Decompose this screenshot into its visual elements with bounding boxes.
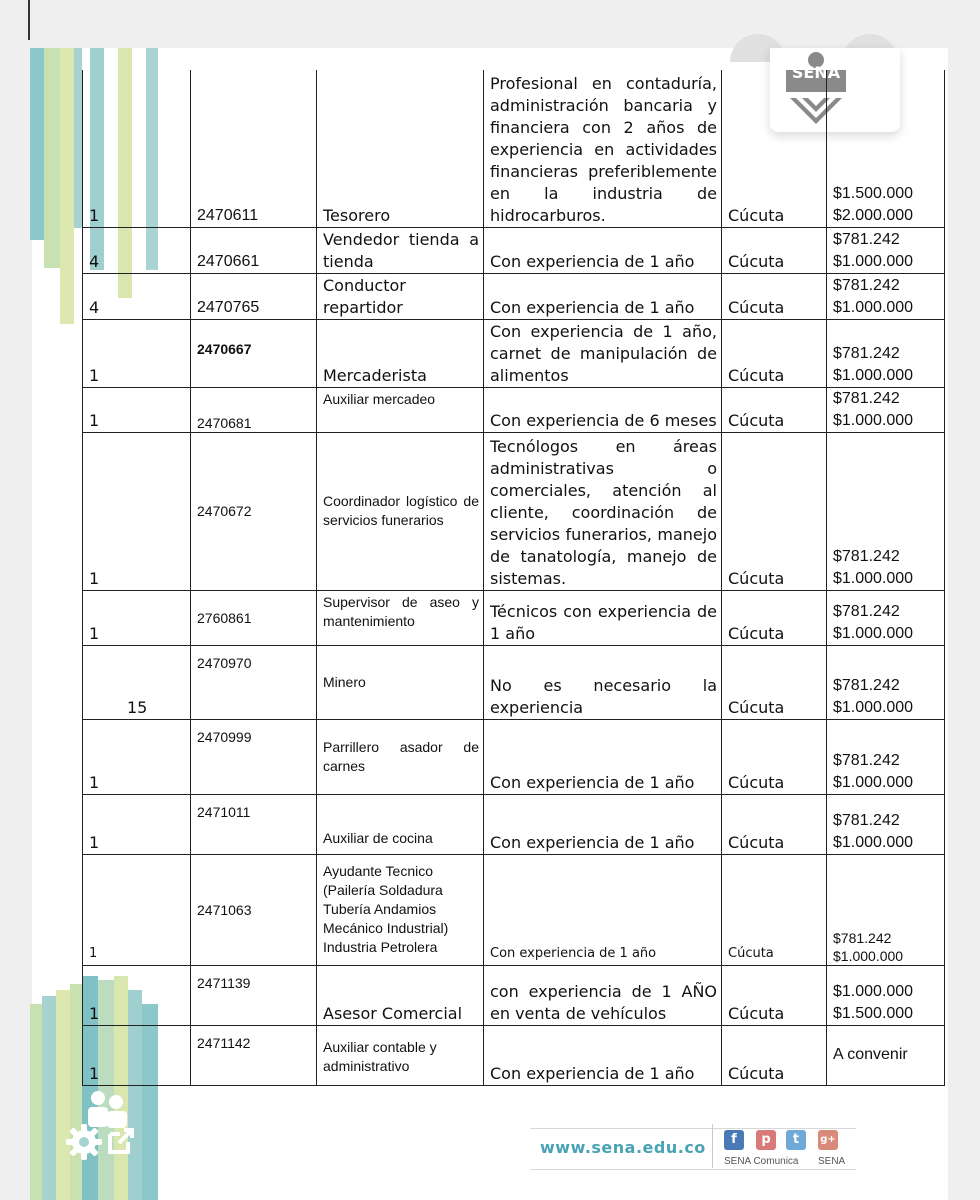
salary-range	[827, 965, 945, 1025]
salary-range	[827, 432, 945, 590]
table-row	[83, 387, 945, 432]
offer-code: 2470999	[191, 719, 317, 794]
salary-min: $781.242	[833, 602, 900, 620]
footer-caption-right: SENA	[818, 1156, 846, 1167]
vacancy-count: 1	[83, 965, 191, 1025]
footer-url[interactable]: www.sena.edu.co	[540, 1138, 706, 1157]
decor-stripe	[60, 48, 74, 324]
job-city: Cúcuta	[722, 590, 827, 645]
job-requirements: Con experiencia de 1 año	[484, 719, 722, 794]
job-city: Cúcuta	[722, 273, 827, 319]
table-row	[83, 1025, 945, 1085]
table-row	[83, 70, 945, 227]
salary-min: $781.242	[833, 751, 900, 769]
job-city: Cúcuta	[722, 387, 827, 432]
salary-max: $1.000.000	[833, 252, 914, 270]
salary-min: $781.242	[833, 389, 900, 407]
salary-min: A convenir	[833, 1045, 908, 1063]
job-city: Cúcuta	[722, 965, 827, 1025]
sena-logo-text: SENA	[791, 63, 841, 82]
decor-stripe	[42, 996, 56, 1200]
salary-max: $1.000.000	[833, 298, 914, 316]
salary-range	[827, 319, 945, 387]
job-requirements: Tecnólogos en áreas administrativas o comerciales, atención al cliente, coordinación de servicios funerarios, manejo de tanatología, manejo de sistemas.	[484, 432, 722, 590]
salary-min: $781.242	[833, 811, 900, 829]
vacancy-count: 1	[83, 387, 191, 432]
viewer-top-band	[28, 0, 980, 40]
job-requirements: Con experiencia de 1 año	[484, 794, 722, 854]
salary-range	[827, 227, 945, 273]
table-row	[83, 719, 945, 794]
job-title: Coordinador logístico de servicios funerarios	[317, 432, 484, 590]
decor-stripe	[74, 48, 82, 228]
vacancy-count: 1	[83, 794, 191, 854]
job-requirements: Con experiencia de 1 año	[484, 854, 722, 965]
gear-icon	[64, 1122, 104, 1162]
offer-code: 2471011	[191, 794, 317, 854]
salary-max: $1.000.000	[833, 947, 904, 964]
vacancy-count: 1	[83, 590, 191, 645]
salary-max: $1.000.000	[833, 411, 914, 429]
offer-code: 2471139	[191, 965, 317, 1025]
decor-stripe	[44, 48, 60, 268]
job-requirements: con experiencia de 1 AÑO en venta de vehículos	[484, 965, 722, 1025]
salary-range	[827, 719, 945, 794]
job-title: Parrillero asador de carnes	[317, 719, 484, 794]
table-row	[83, 965, 945, 1025]
facebook-icon[interactable]: f	[724, 1130, 744, 1150]
salary-max: $1.000.000	[833, 366, 914, 384]
job-city: Cúcuta	[722, 854, 827, 965]
decor-stripe	[70, 984, 82, 1200]
pinterest-icon[interactable]: p	[756, 1130, 776, 1150]
offer-code: 2470681	[191, 387, 317, 432]
job-title: Tesorero	[317, 70, 484, 227]
table-row	[83, 854, 945, 965]
job-offers-table	[82, 70, 945, 1086]
decor-stripe	[56, 990, 70, 1200]
vacancy-count: 1	[83, 1025, 191, 1085]
job-title: Ayudante Tecnico (Pailería Soldadura Tubería Andamios Mecánico Industrial) Industria Petrolera	[317, 854, 484, 965]
decor-stripe	[30, 1004, 42, 1200]
vacancy-count: 1	[83, 70, 191, 227]
offer-code: 2471142	[191, 1025, 317, 1085]
job-title: Asesor Comercial	[317, 965, 484, 1025]
job-city: Cúcuta	[722, 70, 827, 227]
job-title: Minero	[317, 645, 484, 719]
footer-divider	[712, 1124, 713, 1168]
twitter-icon[interactable]: t	[786, 1130, 806, 1150]
job-requirements: No es necesario la experiencia	[484, 645, 722, 719]
job-requirements: Con experiencia de 1 año	[484, 1025, 722, 1085]
salary-range	[827, 387, 945, 432]
salary-min: $1.000.000	[833, 982, 914, 1000]
table-row	[83, 794, 945, 854]
job-city: Cúcuta	[722, 319, 827, 387]
job-title: Auxiliar de cocina	[317, 794, 484, 854]
job-requirements: Profesional en contaduría, administración bancaria y financiera con 2 años de experiencia en actividades financieras preferiblemente en la industria de hidrocarburos.	[484, 70, 722, 227]
job-city: Cúcuta	[722, 645, 827, 719]
job-requirements: Con experiencia de 6 meses	[484, 387, 722, 432]
vacancy-count: 1	[83, 719, 191, 794]
salary-min: $781.242	[833, 547, 900, 565]
job-city: Cúcuta	[722, 794, 827, 854]
job-title: Conductor repartidor	[317, 273, 484, 319]
salary-max: $1.000.000	[833, 773, 914, 791]
footer-caption-left: SENA Comunica	[724, 1156, 799, 1167]
table-row	[83, 432, 945, 590]
decor-stripe	[30, 48, 44, 240]
salary-max: $2.000.000	[833, 206, 914, 224]
offer-code: 2471063	[191, 854, 317, 965]
salary-range	[827, 645, 945, 719]
salary-min: $781.242	[833, 230, 900, 248]
salary-range	[827, 1025, 945, 1085]
table-row	[83, 590, 945, 645]
vacancy-count: 4	[83, 273, 191, 319]
job-city: Cúcuta	[722, 1025, 827, 1085]
table-row	[83, 227, 945, 273]
offer-code: 2470667	[191, 319, 317, 387]
google-plus-icon[interactable]: g+	[818, 1130, 838, 1150]
table-row	[83, 645, 945, 719]
salary-max: $1.000.000	[833, 569, 914, 587]
job-requirements: Con experiencia de 1 año	[484, 227, 722, 273]
offer-code: 2470672	[191, 432, 317, 590]
table-row	[83, 273, 945, 319]
job-requirements: Con experiencia de 1 año, carnet de manipulación de alimentos	[484, 319, 722, 387]
salary-max: $1.500.000	[833, 1004, 914, 1022]
vacancy-count: 4	[83, 227, 191, 273]
salary-max: $1.000.000	[833, 698, 914, 716]
salary-range	[827, 590, 945, 645]
offer-code: 2470970	[191, 645, 317, 719]
job-city: Cúcuta	[722, 227, 827, 273]
job-title: Auxiliar contable y administrativo	[317, 1025, 484, 1085]
job-title: Vendedor tienda a tienda	[317, 227, 484, 273]
offer-code: 2470661	[191, 227, 317, 273]
job-requirements: Con experiencia de 1 año	[484, 273, 722, 319]
job-title: Supervisor de aseo y mantenimiento	[317, 590, 484, 645]
salary-min: $1.500.000	[833, 184, 914, 202]
vacancy-count: 1	[83, 854, 191, 965]
salary-min: $781.242	[833, 929, 892, 946]
job-title: Auxiliar mercadeo	[317, 387, 484, 432]
vacancy-count: 1	[83, 319, 191, 387]
table-row	[83, 319, 945, 387]
salary-min: $781.242	[833, 676, 900, 694]
salary-max: $1.000.000	[833, 624, 914, 642]
offer-code: 2470611	[191, 70, 317, 227]
vacancy-count: 1	[83, 432, 191, 590]
salary-min: $781.242	[833, 344, 900, 362]
offer-code: 2760861	[191, 590, 317, 645]
salary-range	[827, 854, 945, 965]
job-city: Cúcuta	[722, 432, 827, 590]
job-title: Mercaderista	[317, 319, 484, 387]
job-requirements: Técnicos con experiencia de 1 año	[484, 590, 722, 645]
vacancy-count: 15	[83, 645, 191, 719]
salary-range	[827, 273, 945, 319]
share-icon	[106, 1126, 136, 1156]
salary-range	[827, 794, 945, 854]
salary-min: $781.242	[833, 276, 900, 294]
job-city: Cúcuta	[722, 719, 827, 794]
salary-range	[827, 70, 945, 227]
salary-max: $1.000.000	[833, 833, 914, 851]
offer-code: 2470765	[191, 273, 317, 319]
